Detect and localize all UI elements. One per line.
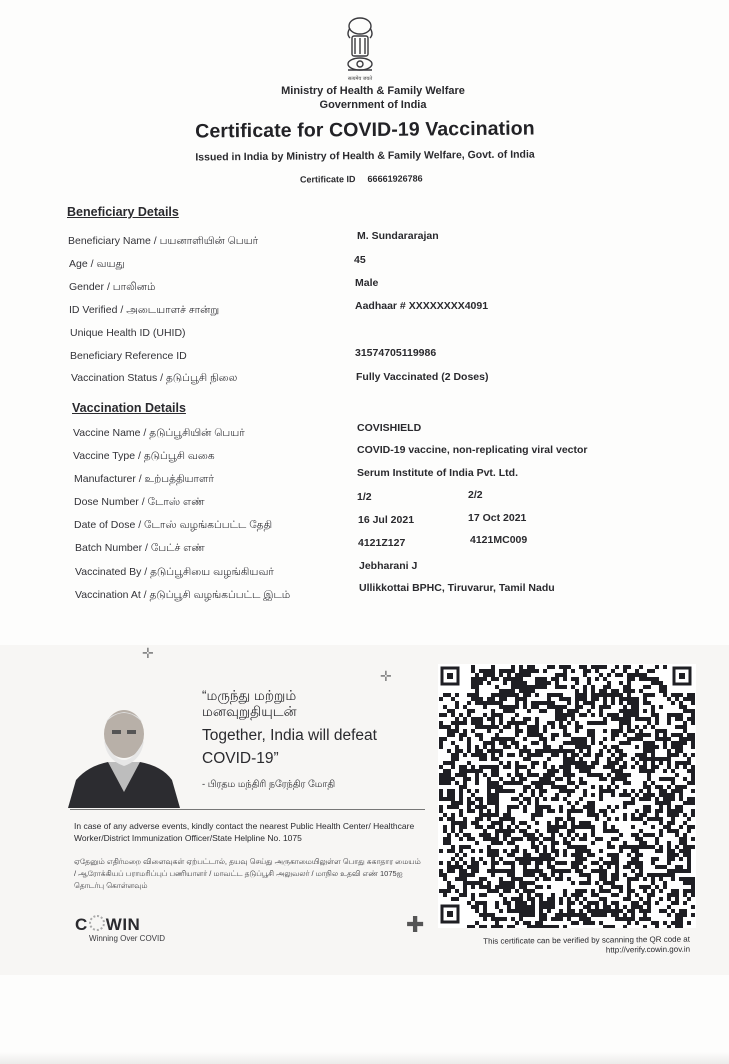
beneficiary-reference-id-label: Beneficiary Reference ID [70,350,187,362]
vaccine-type-label: Vaccine Type / தடுப்பூசி வகை [73,450,215,462]
cowin-logo-o-icon [89,915,105,931]
quote-english [202,724,377,770]
certificate-id-label: Certificate ID [299,174,356,185]
vaccination-at-value: Ullikkottai BPHC, Tiruvarur, Tamil Nadu [359,582,555,594]
beneficiary-name-value: M. Sundararajan [357,230,439,242]
prime-minister-portrait [68,700,180,808]
quote-english-line-1: Together, India will defeat [202,727,377,744]
id-verified-value: Aadhaar # XXXXXXXX4091 [355,300,489,312]
manufacturer-value: Serum Institute of India Pvt. Ltd. [357,467,519,479]
id-verified-label: ID Verified / அடையாளச் சான்று [69,304,220,316]
beneficiary-details-heading: Beneficiary Details [67,205,179,219]
manufacturer-label: Manufacturer / உற்பத்தியாளர் [74,473,214,485]
vaccination-status-label: Vaccination Status / தடுப்பூசி நிலை [71,372,238,384]
advisory-english: In case of any adverse events, kindly contact the nearest Public Health Center/ Healthcare Worker/District Immunization Officer/State Helpline No. 1075 [74,821,415,843]
quote-tamil-line-2: மனவுறுதியுடன் [202,704,297,719]
verification-url[interactable]: http://verify.cowin.gov.in [605,944,691,955]
age-label: Age / வயது [69,258,125,270]
gender-value: Male [355,277,379,289]
date-of-dose-value-1: 16 Jul 2021 [358,514,415,526]
certificate-id-value: 66661926786 [367,173,423,184]
vaccinated-by-value: Jebharani J [359,560,418,572]
verification-text: This certificate can be verified by scanning the QR code at [483,934,690,946]
batch-number-label: Batch Number / பேட்ச் எண் [75,542,205,554]
batch-number-value-1: 4121Z127 [358,537,406,549]
quote-tamil-line-1: “மருந்து மற்றும் [202,688,297,703]
verification-note [440,935,690,958]
national-emblem-icon [338,14,382,84]
vaccination-details-heading: Vaccination Details [72,401,186,415]
advisory-tamil: ஏதேனும் எதிர்மறை விளைவுகள் ஏற்பட்டால், தயவு செய்து அருகாமையிலுள்ள பொது சுகாதார மையம் / ஆரோக்கியப் பராமரிப்புப் பணியாளர் / மாவட்ட தடுப்பூசி அலுவலர் / மாநில உதவி எண் 1075ஐ தொடர்பு கொள்ளவும் [74,857,421,890]
gender-label: Gender / பாலினம் [69,281,156,293]
issued-by: Issued in India by Ministry of Health & Family Welfare, Govt. of India [195,148,535,164]
dose-number-label: Dose Number / டோஸ் எண் [74,496,205,508]
cowin-logo [75,915,140,935]
beneficiary-reference-id-value: 31574705119986 [355,347,437,359]
ministry-name: Ministry of Health & Family Welfare [281,85,465,97]
svg-text:सत्यमेव जयते: सत्यमेव जयते [347,76,373,82]
batch-number-value-2: 4121MC009 [470,534,528,546]
date-of-dose-value-2: 17 Oct 2021 [468,512,527,524]
dose-number-value-2: 2/2 [468,489,483,501]
cowin-tagline: Winning Over COVID [89,934,166,943]
age-value: 45 [354,254,366,266]
vaccine-name-label: Vaccine Name / தடுப்பூசியின் பெயர் [73,427,245,439]
government-name: Government of India [319,99,427,111]
quote-attribution: - பிரதம மந்திரி நரேந்திர மோதி [202,779,336,790]
verification-qr-code [438,664,696,928]
cowin-logo-c: C [75,915,88,934]
registration-mark-icon: ✛ [380,668,392,684]
cowin-logo-win: WIN [105,915,141,934]
registration-mark-icon: ✚ [406,912,425,937]
registration-mark-icon: ✛ [142,645,154,661]
uhid-label: Unique Health ID (UHID) [70,327,186,339]
vaccinated-by-label: Vaccinated By / தடுப்பூசியை வழங்கியவர் [75,566,274,578]
quote-english-line-2: COVID-19” [202,750,279,767]
vaccine-type-value: COVID-19 vaccine, non-replicating viral vector [357,444,588,456]
certificate-title: Certificate for COVID-19 Vaccination [195,117,535,143]
vaccination-status-value: Fully Vaccinated (2 Doses) [356,371,489,383]
paper-edge [0,1052,729,1064]
vaccine-name-value: COVISHIELD [357,422,422,434]
certificate-id [300,173,423,184]
vaccination-at-label: Vaccination At / தடுப்பூசி வழங்கப்பட்ட இடம் [75,589,291,601]
date-of-dose-label: Date of Dose / டோஸ் வழங்கப்பட்ட தேதி [74,519,273,531]
dose-number-value-1: 1/2 [357,491,372,503]
divider [70,809,425,810]
beneficiary-name-label: Beneficiary Name / பயனாளியின் பெயர் [68,235,259,247]
quote-tamil [202,688,297,720]
